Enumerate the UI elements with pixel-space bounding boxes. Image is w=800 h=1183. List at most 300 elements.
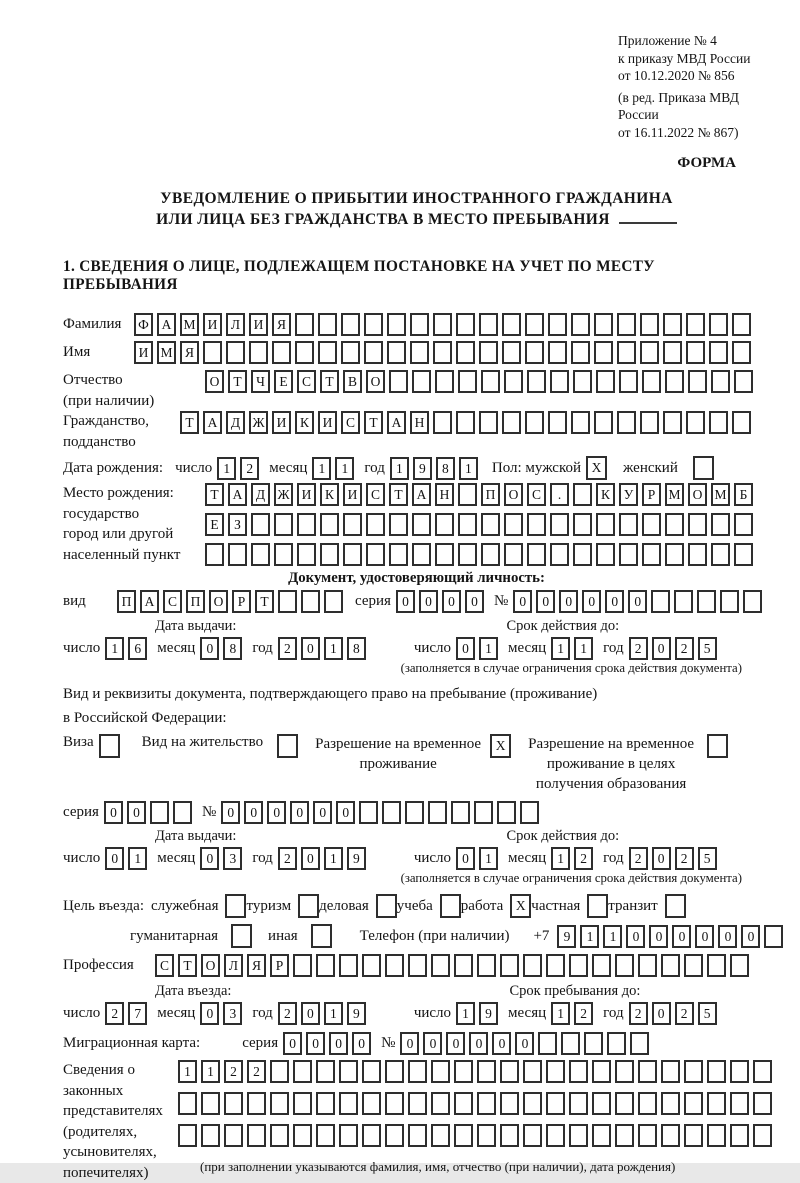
- char-box: [339, 1060, 358, 1083]
- birth-day-boxes: [217, 457, 259, 480]
- char-box: [341, 341, 360, 364]
- char-box: [274, 513, 293, 536]
- char-box: [408, 954, 427, 977]
- char-box: [730, 954, 749, 977]
- char-box: 1: [580, 925, 599, 948]
- char-box: О: [688, 483, 707, 506]
- birthplace-label: Место рождения: государство город или другой населенный пункт: [63, 485, 181, 563]
- stay-doc-intro-line2: в Российской Федерации:: [63, 710, 227, 726]
- purpose-official: служебная: [151, 894, 247, 918]
- stay-doc-options-row: [63, 734, 770, 794]
- birth-year-boxes: [390, 457, 478, 480]
- char-box: 0: [626, 925, 645, 948]
- char-box: С: [155, 954, 174, 977]
- char-box: [366, 543, 385, 566]
- char-box: [527, 370, 546, 393]
- birthdate-label: Дата рождения:: [63, 459, 164, 476]
- char-box: 0: [306, 1032, 325, 1055]
- char-box: [454, 1060, 473, 1083]
- option-visa: Виза: [63, 734, 120, 758]
- stay-number-label: №: [201, 804, 217, 820]
- char-box: А: [412, 483, 431, 506]
- char-box: [594, 341, 613, 364]
- char-box: 0: [492, 1032, 511, 1055]
- name-label: Имя: [63, 344, 91, 360]
- char-box: [435, 513, 454, 536]
- char-box: Р: [270, 954, 289, 977]
- char-box: О: [201, 954, 220, 977]
- purpose-business: деловая: [319, 894, 397, 918]
- char-box: [550, 543, 569, 566]
- char-box: 0: [200, 1002, 219, 1025]
- char-box: [454, 1092, 473, 1115]
- char-box: [456, 313, 475, 336]
- char-box: [640, 411, 659, 434]
- char-box: И: [134, 341, 153, 364]
- citizenship-label: Гражданство, подданство: [63, 413, 150, 450]
- char-box: [711, 370, 730, 393]
- char-box: Ф: [134, 313, 153, 336]
- char-box: 0: [336, 801, 355, 824]
- char-box: [278, 590, 297, 613]
- char-box: С: [366, 483, 385, 506]
- birthdate-row: [63, 456, 770, 480]
- entry-date-heading: Дата въезда:: [155, 983, 232, 999]
- char-box: [697, 590, 716, 613]
- ref-line: от 10.12.2020 № 856: [618, 68, 735, 83]
- char-box: [228, 543, 247, 566]
- purpose-humanitarian: гуманитарная: [130, 924, 252, 948]
- char-box: [525, 313, 544, 336]
- char-box: [385, 1092, 404, 1115]
- expiry-fill-note: (заполняется в случае ограничения срока действия документа): [400, 661, 742, 675]
- char-box: [594, 313, 613, 336]
- char-box: [408, 1124, 427, 1147]
- char-box: [688, 370, 707, 393]
- char-box: М: [157, 341, 176, 364]
- char-box: [642, 513, 661, 536]
- char-box: [458, 543, 477, 566]
- char-box: 2: [240, 457, 259, 480]
- char-box: [550, 370, 569, 393]
- char-box: [525, 411, 544, 434]
- char-box: [743, 590, 762, 613]
- char-box: [385, 954, 404, 977]
- char-box: [548, 341, 567, 364]
- char-box: [362, 954, 381, 977]
- char-box: 0: [513, 590, 532, 613]
- char-box: [569, 1124, 588, 1147]
- char-box: 3: [223, 1002, 242, 1025]
- char-box: [730, 1092, 749, 1115]
- char-box: Н: [410, 411, 429, 434]
- char-box: 0: [718, 925, 737, 948]
- char-box: 0: [419, 590, 438, 613]
- birthplace-block: [63, 483, 770, 566]
- char-box: [205, 543, 224, 566]
- char-box: [274, 543, 293, 566]
- temp-residence-education-checkbox: [707, 734, 728, 758]
- char-box: [686, 313, 705, 336]
- char-box: [592, 954, 611, 977]
- char-box: [711, 513, 730, 536]
- char-box: .: [550, 483, 569, 506]
- char-box: [665, 513, 684, 536]
- char-box: [341, 313, 360, 336]
- char-box: [753, 1124, 772, 1147]
- char-box: [642, 370, 661, 393]
- char-box: [270, 1092, 289, 1115]
- char-box: 0: [469, 1032, 488, 1055]
- char-box: [318, 341, 337, 364]
- char-box: [661, 954, 680, 977]
- char-box: [458, 370, 477, 393]
- char-box: [297, 513, 316, 536]
- char-box: [684, 1060, 703, 1083]
- representatives-right: [178, 1060, 772, 1175]
- char-box: [546, 954, 565, 977]
- stay-until-date-group: число 1 9 месяц 1 2 год 2 0 2 5: [414, 1002, 717, 1025]
- char-box: 0: [695, 925, 714, 948]
- char-box: [277, 734, 298, 758]
- char-box: [571, 411, 590, 434]
- profession-label: Профессия: [63, 957, 134, 973]
- char-box: Е: [274, 370, 293, 393]
- purpose-private: частная: [531, 894, 608, 918]
- char-box: [684, 1092, 703, 1115]
- char-box: К: [295, 411, 314, 434]
- char-box: [293, 1124, 312, 1147]
- char-box: [569, 954, 588, 977]
- char-box: 0: [200, 847, 219, 870]
- char-box: 9: [413, 457, 432, 480]
- char-box: 1: [551, 637, 570, 660]
- char-box: 0: [446, 1032, 465, 1055]
- char-box: 2: [629, 637, 648, 660]
- char-box: [520, 801, 539, 824]
- char-box: [270, 1060, 289, 1083]
- sex-label: Пол: мужской: [491, 459, 582, 476]
- char-box: [674, 590, 693, 613]
- char-box: 0: [301, 847, 320, 870]
- visa-checkbox: [99, 734, 120, 758]
- char-box: 2: [574, 847, 593, 870]
- char-box: Л: [226, 313, 245, 336]
- char-box: [502, 341, 521, 364]
- forma-label: ФОРМА: [677, 155, 736, 171]
- purpose-row2: [63, 924, 770, 948]
- char-box: [293, 1060, 312, 1083]
- char-box: [99, 734, 120, 758]
- char-box: [630, 1032, 649, 1055]
- char-box: [592, 1060, 611, 1083]
- birth-month-boxes: [312, 457, 354, 480]
- char-box: А: [157, 313, 176, 336]
- char-box: 0: [442, 590, 461, 613]
- char-box: К: [596, 483, 615, 506]
- patronymic-row: [63, 370, 770, 411]
- char-box: [734, 513, 753, 536]
- surname-label: Фамилия: [63, 316, 122, 332]
- char-box: Т: [364, 411, 383, 434]
- char-box: [640, 313, 659, 336]
- char-box: [481, 370, 500, 393]
- representatives-label: Сведения о законных представителях (родителях, усыновителях, попечителях): [63, 1062, 163, 1181]
- char-box: [431, 1092, 450, 1115]
- char-box: [638, 1124, 657, 1147]
- char-box: 3: [223, 847, 242, 870]
- char-box: [458, 513, 477, 536]
- char-box: [584, 1032, 603, 1055]
- birth-day-label: число: [175, 459, 213, 476]
- char-box: К: [320, 483, 339, 506]
- char-box: 5: [698, 1002, 717, 1025]
- char-box: [247, 1092, 266, 1115]
- char-box: [481, 543, 500, 566]
- char-box: 1: [128, 847, 147, 870]
- identity-doc-row: [63, 590, 770, 613]
- char-box: [594, 411, 613, 434]
- char-box: [619, 370, 638, 393]
- char-box: [661, 1092, 680, 1115]
- char-box: З: [228, 513, 247, 536]
- char-box: [619, 543, 638, 566]
- profession-boxes: [155, 954, 749, 977]
- char-box: [587, 894, 608, 918]
- birthplace-boxes: [205, 483, 753, 566]
- representatives-note: (при заполнении указываются фамилия, имя, отчество (при наличии), дата рождения): [200, 1159, 676, 1174]
- char-box: [389, 370, 408, 393]
- char-box: [451, 801, 470, 824]
- char-box: А: [140, 590, 159, 613]
- char-box: [458, 483, 477, 506]
- char-box: 7: [128, 1002, 147, 1025]
- stay-doc-dates-row: [63, 847, 770, 870]
- char-box: 8: [436, 457, 455, 480]
- char-box: 1: [335, 457, 354, 480]
- doc-series-label: серия: [355, 593, 391, 609]
- stay-expiry-heading: Срок действия до:: [506, 828, 620, 844]
- char-box: [297, 543, 316, 566]
- char-box: [707, 1060, 726, 1083]
- char-box: 2: [278, 847, 297, 870]
- char-box: [412, 513, 431, 536]
- char-box: [500, 1124, 519, 1147]
- char-box: [272, 341, 291, 364]
- char-box: 1: [217, 457, 236, 480]
- char-box: [764, 925, 783, 948]
- char-box: [707, 1092, 726, 1115]
- residence-permit-checkbox: [277, 734, 298, 758]
- char-box: Т: [389, 483, 408, 506]
- sex-female-checkbox: [693, 456, 714, 480]
- char-box: Ж: [274, 483, 293, 506]
- migration-number-label: №: [381, 1035, 396, 1051]
- char-box: А: [228, 483, 247, 506]
- char-box: [224, 1124, 243, 1147]
- char-box: Я: [180, 341, 199, 364]
- char-box: [224, 1092, 243, 1115]
- char-box: [364, 341, 383, 364]
- purpose-label: Цель въезда:: [63, 897, 144, 914]
- char-box: [316, 1092, 335, 1115]
- char-box: [456, 341, 475, 364]
- char-box: 0: [301, 637, 320, 660]
- char-box: 1: [105, 637, 124, 660]
- char-box: [571, 341, 590, 364]
- char-box: [734, 543, 753, 566]
- char-box: X: [510, 894, 531, 918]
- char-box: 2: [278, 1002, 297, 1025]
- char-box: [311, 924, 332, 948]
- char-box: Б: [734, 483, 753, 506]
- char-box: Я: [247, 954, 266, 977]
- doc-number-label: №: [493, 593, 509, 609]
- char-box: [301, 590, 320, 613]
- char-box: [343, 543, 362, 566]
- char-box: [709, 313, 728, 336]
- char-box: 2: [247, 1060, 266, 1083]
- char-box: [247, 1124, 266, 1147]
- char-box: [500, 1060, 519, 1083]
- char-box: [617, 341, 636, 364]
- purpose-study: учеба: [397, 894, 461, 918]
- char-box: [320, 513, 339, 536]
- identity-doc-date-heads: [63, 618, 770, 635]
- char-box: [500, 954, 519, 977]
- char-box: [293, 954, 312, 977]
- char-box: 6: [128, 637, 147, 660]
- char-box: 0: [221, 801, 240, 824]
- char-box: [638, 954, 657, 977]
- char-box: [538, 1032, 557, 1055]
- char-box: [684, 1124, 703, 1147]
- char-box: [203, 341, 222, 364]
- char-box: [617, 411, 636, 434]
- char-box: [569, 1092, 588, 1115]
- char-box: [638, 1092, 657, 1115]
- representatives-row2: [178, 1092, 772, 1115]
- migration-series-boxes: [283, 1032, 371, 1055]
- char-box: [617, 313, 636, 336]
- name-row: [63, 341, 770, 364]
- char-box: 0: [244, 801, 263, 824]
- char-box: [431, 1060, 450, 1083]
- char-box: [665, 370, 684, 393]
- form-title: [63, 188, 770, 230]
- char-box: X: [490, 734, 511, 758]
- char-box: [561, 1032, 580, 1055]
- char-box: [523, 954, 542, 977]
- birth-month-label: месяц: [269, 459, 308, 476]
- char-box: [592, 1092, 611, 1115]
- citizenship-row: [63, 411, 770, 452]
- representatives-block: [63, 1060, 770, 1183]
- birthplace-row1: [205, 483, 753, 506]
- birthplace-row2: [205, 513, 753, 536]
- char-box: 0: [456, 637, 475, 660]
- char-box: [339, 1092, 358, 1115]
- char-box: [359, 801, 378, 824]
- char-box: [504, 370, 523, 393]
- char-box: [615, 954, 634, 977]
- migration-series-label: серия: [242, 1035, 279, 1051]
- char-box: [665, 543, 684, 566]
- representatives-boxes: [178, 1060, 772, 1147]
- char-box: М: [180, 313, 199, 336]
- char-box: [410, 341, 429, 364]
- char-box: И: [203, 313, 222, 336]
- char-box: 0: [200, 637, 219, 660]
- stay-series-label: серия: [63, 804, 99, 820]
- char-box: П: [117, 590, 136, 613]
- char-box: [225, 894, 246, 918]
- char-box: [339, 954, 358, 977]
- char-box: [665, 894, 686, 918]
- stay-issue-date-group: число 0 1 месяц 0 3 год 2 0 1 9: [63, 847, 366, 870]
- char-box: 1: [551, 847, 570, 870]
- char-box: Е: [205, 513, 224, 536]
- char-box: 1: [479, 847, 498, 870]
- stay-doc-intro-line1: Вид и реквизиты документа, подтверждающего право на пребывание (проживание): [63, 686, 598, 702]
- char-box: [686, 341, 705, 364]
- char-box: [525, 341, 544, 364]
- birthplace-row3: [205, 543, 753, 566]
- char-box: [231, 924, 252, 948]
- char-box: 0: [290, 801, 309, 824]
- char-box: [615, 1124, 634, 1147]
- char-box: [502, 411, 521, 434]
- ref-line: Приложение № 4: [618, 33, 717, 48]
- char-box: 8: [347, 637, 366, 660]
- char-box: [435, 543, 454, 566]
- char-box: [753, 1060, 772, 1083]
- char-box: 5: [698, 637, 717, 660]
- char-box: [324, 590, 343, 613]
- char-box: [596, 513, 615, 536]
- char-box: Ч: [251, 370, 270, 393]
- char-box: И: [249, 313, 268, 336]
- char-box: [523, 1092, 542, 1115]
- char-box: [249, 341, 268, 364]
- char-box: Р: [232, 590, 251, 613]
- char-box: 0: [105, 847, 124, 870]
- purpose-row: [63, 894, 770, 918]
- issue-date-group: число 1 6 месяц 0 8 год 2 0 1 8: [63, 637, 366, 660]
- form-title-line1: УВЕДОМЛЕНИЕ О ПРИБЫТИИ ИНОСТРАННОГО ГРАЖДАНИНА: [160, 190, 673, 207]
- char-box: [504, 543, 523, 566]
- identity-doc-dates-row: [63, 637, 770, 660]
- char-box: [693, 456, 714, 480]
- char-box: [362, 1124, 381, 1147]
- char-box: 2: [278, 637, 297, 660]
- temp-residence-checkbox: [490, 734, 511, 758]
- char-box: [651, 590, 670, 613]
- char-box: 0: [396, 590, 415, 613]
- char-box: [592, 1124, 611, 1147]
- char-box: 0: [283, 1032, 302, 1055]
- char-box: [412, 370, 431, 393]
- char-box: [454, 954, 473, 977]
- migration-card-label: Миграционная карта:: [63, 1035, 201, 1051]
- char-box: [497, 801, 516, 824]
- char-box: [433, 341, 452, 364]
- purpose-tourism: туризм: [246, 894, 319, 918]
- surname-boxes: [134, 313, 751, 336]
- char-box: А: [387, 411, 406, 434]
- char-box: [362, 1092, 381, 1115]
- char-box: 1: [479, 637, 498, 660]
